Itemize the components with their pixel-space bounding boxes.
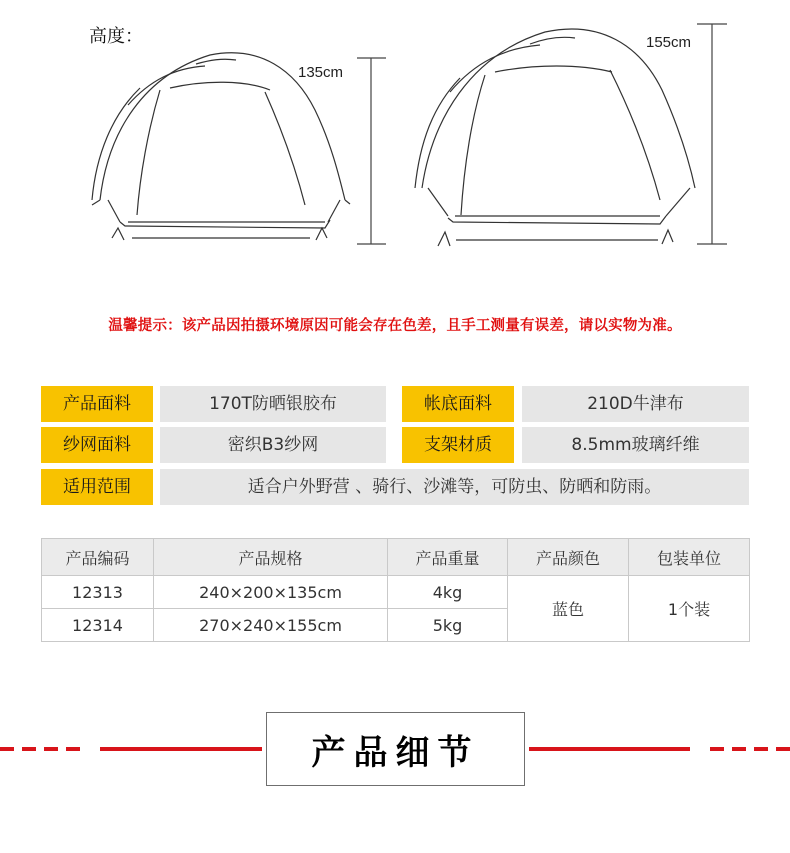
large-tent-drawing: [415, 29, 695, 246]
product-color: 蓝色: [508, 576, 629, 642]
small-tent-height-bar: [357, 58, 386, 244]
product-weight: 5kg: [388, 609, 508, 642]
spec-label-frame: 支架材质: [402, 427, 514, 463]
color-disclaimer: 温馨提示：该产品因拍摄环境原因可能会存在色差，且手工测量有误差，请以实物为准。: [108, 318, 682, 334]
spec-value-frame: 8.5mm玻璃纤维: [522, 427, 749, 463]
product-spec: 270×240×155cm: [154, 609, 388, 642]
table-header-row: [42, 539, 750, 576]
column-header-code: 产品编码: [42, 539, 154, 576]
section-title: 产品细节: [311, 733, 480, 773]
product-weight: 4kg: [388, 576, 508, 609]
table-row: [42, 576, 750, 609]
large-tent-height-bar: [697, 24, 727, 244]
product-code: 12313: [42, 576, 154, 609]
spec-label-floor: 帐底面料: [402, 386, 514, 422]
column-header-color: 产品颜色: [508, 539, 629, 576]
column-header-weight: 产品重量: [388, 539, 508, 576]
spec-label-fabric: 产品面料: [41, 386, 153, 422]
column-header-spec: 产品规格: [154, 539, 388, 576]
spec-value-usage: 适合户外野营 、骑行、沙滩等，可防虫、防晒和防雨。: [160, 469, 749, 505]
spec-label-usage: 适用范围: [41, 469, 153, 505]
column-header-unit: 包装单位: [629, 539, 750, 576]
section-title-box: [266, 712, 525, 786]
large-tent-height-value: 155cm: [646, 34, 692, 51]
packaging-unit: 1个装: [629, 576, 750, 642]
product-code: 12314: [42, 609, 154, 642]
height-heading: 高度：: [89, 26, 143, 47]
spec-value-fabric: 170T防晒银胶布: [160, 386, 386, 422]
spec-value-mesh: 密织B3纱网: [160, 427, 386, 463]
spec-value-floor: 210D牛津布: [522, 386, 749, 422]
product-table: [41, 538, 750, 642]
product-spec: 240×200×135cm: [154, 576, 388, 609]
small-tent-height-value: 135cm: [298, 64, 344, 81]
spec-label-mesh: 纱网面料: [41, 427, 153, 463]
